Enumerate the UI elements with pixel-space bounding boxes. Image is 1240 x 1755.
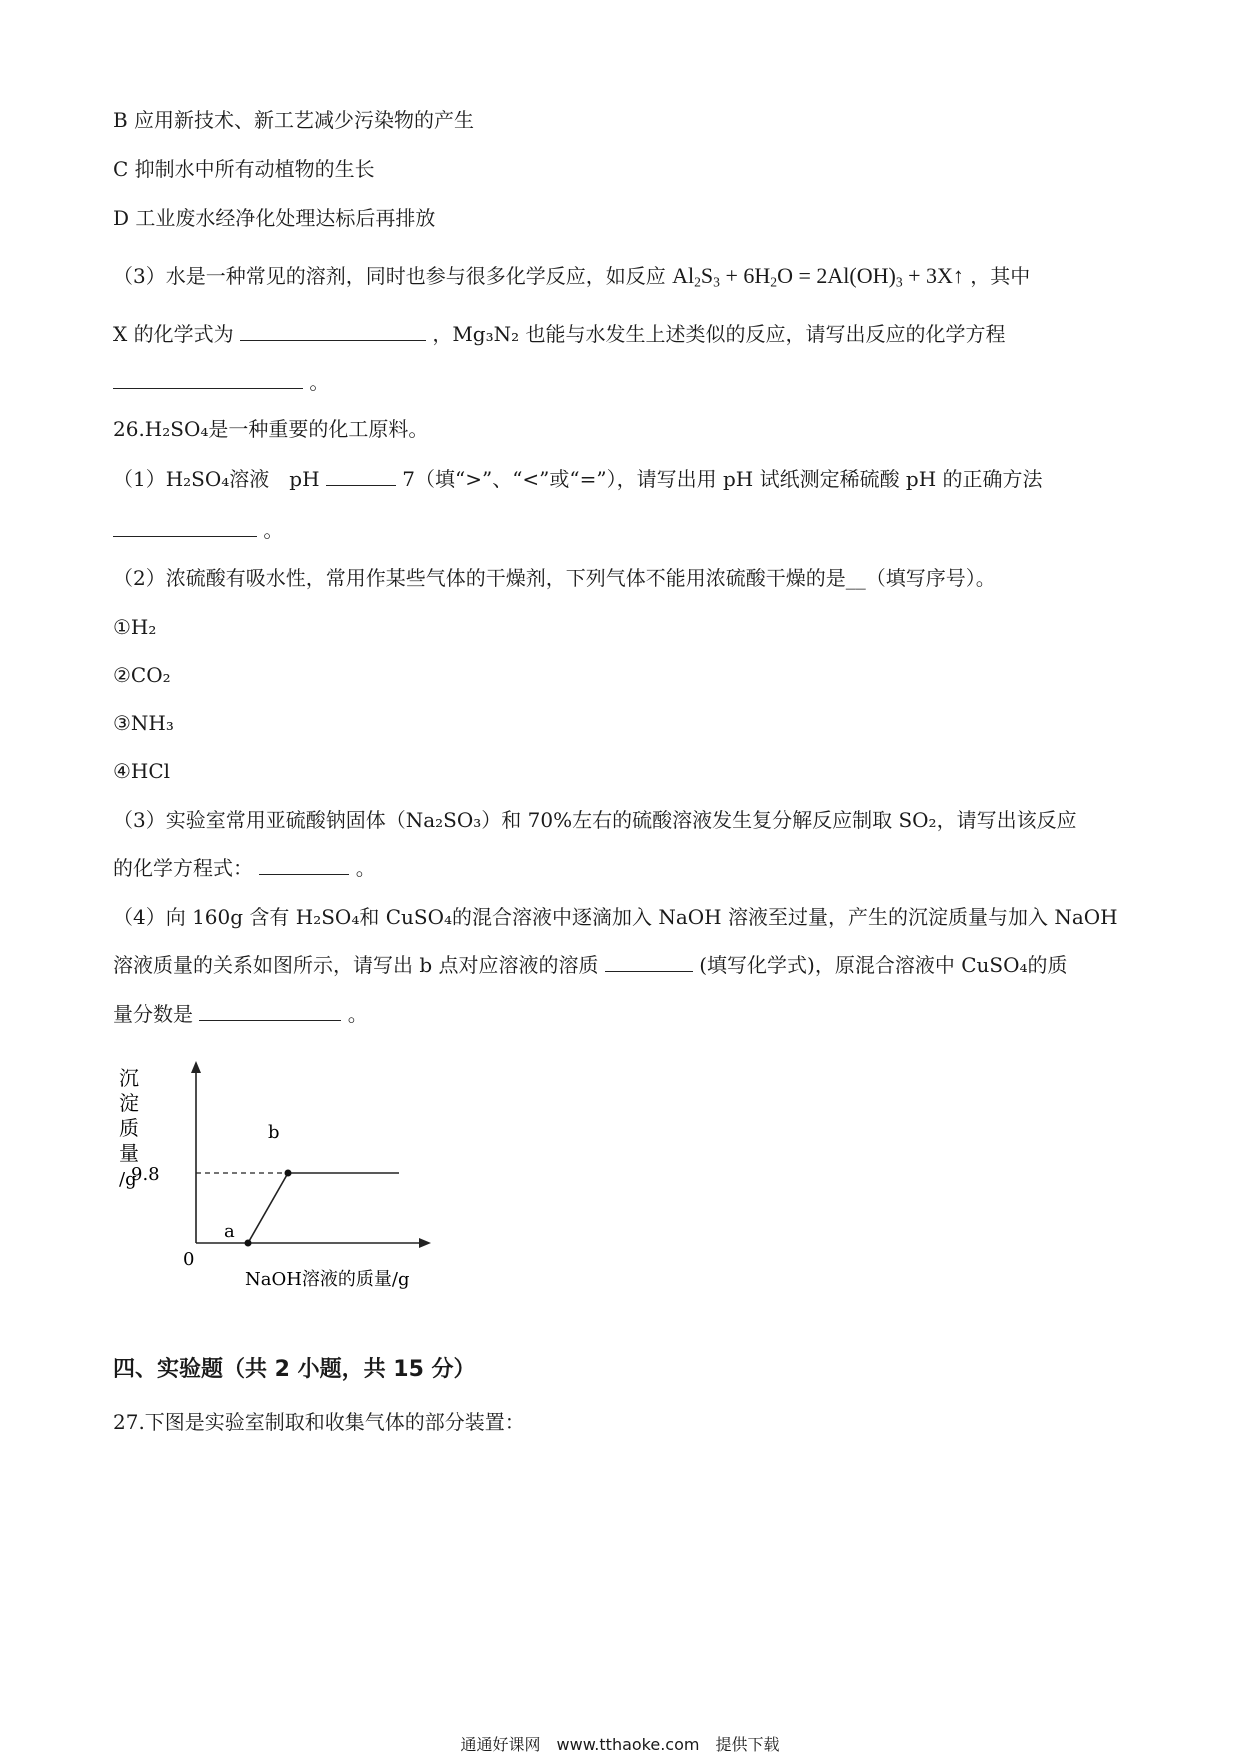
q25-part3b-text: X 的化学式为	[113, 322, 234, 346]
q26-option-3: ③NH₃	[113, 711, 174, 735]
q26-part1b-tail: 。	[263, 518, 284, 542]
y-axis-label-char-3: 质	[119, 1116, 139, 1140]
q25-option-c: C 抑制水中所有动植物的生长	[113, 157, 375, 181]
rising-segment	[248, 1173, 288, 1243]
q26-part4b-text: 溶液质量的关系如图所示，请写出 b 点对应溶液的溶质	[113, 953, 599, 977]
section-4-title: 四、实验题（共 2 小题，共 15 分）	[113, 1357, 476, 1382]
q26-part4b-tail: (填写化学式)，原混合溶液中 CuSO₄的质	[699, 953, 1068, 977]
y-axis-arrow	[191, 1061, 201, 1073]
point-a	[245, 1240, 252, 1247]
x-axis-arrow	[419, 1238, 431, 1248]
q26-option-2: ②CO₂	[113, 663, 171, 687]
precipitate-chart	[105, 1055, 445, 1295]
q26-part1-line2	[113, 516, 283, 544]
q25-part3-line3	[113, 368, 329, 396]
q26-part4c-tail: 。	[347, 1002, 368, 1026]
q25-part3b-tail: ，Mg₃N₂ 也能与水发生上述类似的反应，请写出反应的化学方程	[432, 322, 1006, 346]
q26-part3-line1: （3）实验室常用亚硫酸钠固体（Na₂SO₃）和 70%左右的硫酸溶液发生复分解反应制取 SO₂，请写出该反应	[113, 808, 1077, 832]
q26-stem: 26.H₂SO₄是一种重要的化工原料。	[113, 417, 429, 441]
q25-option-b: B 应用新技术、新工艺减少污染物的产生	[113, 108, 475, 132]
q26-part1-line1	[113, 465, 1043, 493]
q25-part3-line2	[113, 320, 1006, 348]
q25-part3-tail: ，其中	[970, 264, 1031, 288]
y-axis-label-char-1: 沉	[119, 1066, 139, 1090]
y-axis-label-char-2: 淀	[119, 1091, 139, 1115]
answer-blank-method[interactable]	[113, 516, 257, 537]
y-axis-label-char-4: 量	[119, 1141, 139, 1165]
q26-part4c-text: 量分数是	[113, 1002, 193, 1026]
point-b	[285, 1170, 292, 1177]
q26-part3-line2	[113, 854, 376, 882]
answer-blank-mass-fraction[interactable]	[199, 1000, 341, 1021]
q25-option-d: D 工业废水经净化处理达标后再排放	[113, 206, 436, 230]
answer-blank-equation[interactable]	[113, 368, 303, 389]
x-axis-label: NaOH溶液的质量/g	[245, 1269, 410, 1290]
q25-part3-line1	[113, 262, 1030, 290]
q26-part4-line3	[113, 1000, 368, 1028]
q26-part3b-tail: 。	[355, 856, 376, 880]
y-axis-label-char-5: /g	[119, 1169, 137, 1190]
q27-stem: 27.下图是实验室制取和收集气体的部分装置：	[113, 1410, 525, 1434]
answer-blank-ph[interactable]	[326, 465, 396, 486]
y-tick-label: 9.8	[131, 1164, 160, 1185]
q25-part3c-tail: 。	[309, 370, 330, 394]
q26-part4-line1: （4）向 160g 含有 H₂SO₄和 CuSO₄的混合溶液中逐滴加入 NaOH 溶液至过量，产生的沉淀质量与加入 NaOH	[113, 905, 1118, 929]
reaction-equation: $Al_2S_3 + 6H_2O = 2Al(OH)_3$ + 3X↑	[672, 263, 964, 290]
q26-option-1: ①H₂	[113, 615, 157, 639]
q26-part3b-text: 的化学方程式：	[113, 856, 253, 880]
answer-blank-x[interactable]	[240, 320, 426, 341]
point-b-label: b	[268, 1122, 280, 1143]
origin-label: 0	[183, 1249, 195, 1270]
page-footer: 通通好课网 www.tthaoke.com 提供下载	[460, 1735, 780, 1754]
q25-part3-text: （3）水是一种常见的溶剂，同时也参与很多化学反应，如反应	[113, 264, 666, 288]
q26-part1-tail: 7（填“>”、“<”或“=”），请写出用 pH 试纸测定稀硫酸 pH 的正确方法	[402, 467, 1043, 491]
q26-option-4: ④HCl	[113, 759, 171, 783]
q26-part2: （2）浓硫酸有吸水性，常用作某些气体的干燥剂，下列气体不能用浓硫酸干燥的是__（填写序号）。	[113, 566, 996, 590]
point-a-label: a	[224, 1221, 235, 1242]
q26-part1-text: （1）H₂SO₄溶液 pH	[113, 467, 320, 491]
answer-blank-so2-equation[interactable]	[259, 854, 349, 875]
q26-part4-line2	[113, 951, 1068, 979]
answer-blank-solute[interactable]	[605, 951, 693, 972]
